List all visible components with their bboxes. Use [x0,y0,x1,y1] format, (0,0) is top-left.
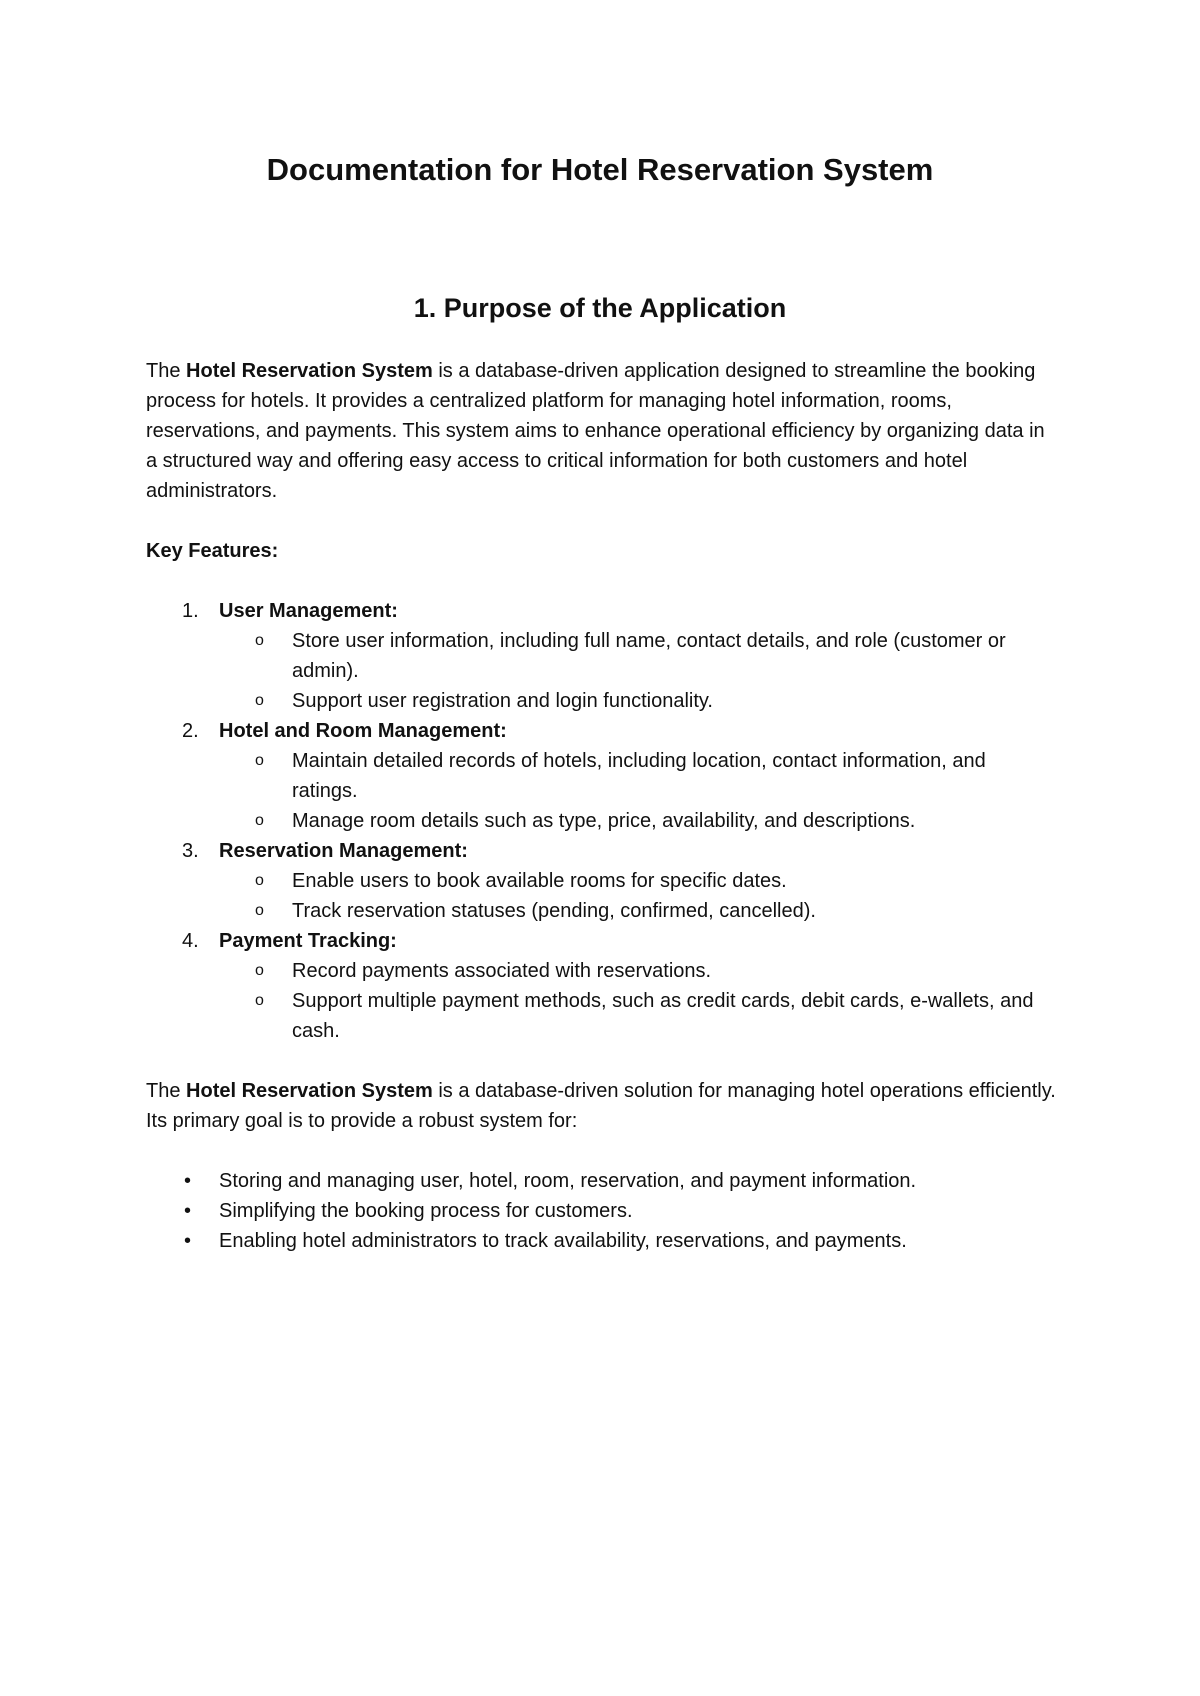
list-item-text: Maintain detailed records of hotels, including location, contact information, and ratings. [292,750,986,802]
list-item [146,1166,1056,1196]
intro-text: is a database-driven application designed to streamline the booking process for hotels. It provides a centralized platform for managing hotel information, rooms, reservations, and payments. This system aims to enhance operational efficiency by organizing data in a structured way and offering easy access to critical information for both customers and hotel administrators. [146,360,1045,502]
list-item [219,626,1056,686]
summary-system-name: Hotel Reservation System [186,1080,433,1102]
document-title: Documentation for Hotel Reservation System [266,152,934,187]
circle-bullet-icon: o [255,812,264,829]
bullet-icon: • [184,1230,192,1252]
list-item-text: Simplifying the booking process for customers. [219,1200,633,1222]
list-item [219,746,1056,806]
circle-bullet-icon: o [255,692,264,709]
list-item [146,1196,1056,1226]
intro-prefix: The [146,360,187,382]
list-item-text: Enable users to book available rooms for specific dates. [292,870,787,892]
list-item [219,896,1056,926]
feature-title: User Management: [219,600,398,622]
summary-prefix: The [146,1080,187,1102]
feature-user-management [146,596,1056,716]
circle-bullet-icon: o [255,872,264,889]
intro-paragraph [146,356,1056,506]
list-item-text: Record payments associated with reservations. [292,960,712,982]
list-item [219,866,1056,896]
summary-paragraph [146,1076,1056,1136]
list-item [146,1226,1056,1256]
feature-number: 1. [182,600,199,622]
key-features-heading: Key Features: [146,540,279,562]
bullet-icon: • [184,1170,192,1192]
bullet-icon: • [184,1200,192,1222]
section-content [146,356,1056,1256]
feature-number: 3. [182,840,199,862]
list-item [219,956,1056,986]
features-list [146,596,1056,1046]
list-item-text: Storing and managing user, hotel, room, reservation, and payment information. [219,1170,917,1192]
circle-bullet-icon: o [255,902,264,919]
list-item-text: Enabling hotel administrators to track availability, reservations, and payments. [219,1230,907,1252]
section-title: 1. Purpose of the Application [413,293,787,323]
feature-payment-tracking [146,926,1056,1046]
feature-title: Hotel and Room Management: [219,720,507,742]
feature-reservation-management [146,836,1056,926]
circle-bullet-icon: o [255,992,264,1009]
summary-text: is a database-driven solution for managing hotel operations efficiently. Its primary goal is to provide a robust system for: [146,1080,1056,1132]
feature-number: 4. [182,930,199,952]
circle-bullet-icon: o [255,632,264,649]
list-item [219,806,1056,836]
feature-subitems [219,866,1056,926]
feature-number: 2. [182,720,199,742]
list-item [219,986,1056,1046]
feature-subitems [219,956,1056,1046]
list-item-text: Manage room details such as type, price, availability, and descriptions. [292,810,916,832]
circle-bullet-icon: o [255,962,264,979]
feature-title: Payment Tracking: [219,930,397,952]
feature-title: Reservation Management: [219,840,468,862]
list-item-text: Track reservation statuses (pending, confirmed, cancelled). [292,900,816,922]
list-item [219,686,1056,716]
list-item-text: Support multiple payment methods, such as credit cards, debit cards, e-wallets, and cash. [292,990,1034,1042]
goals-list [146,1166,1056,1256]
list-item-text: Support user registration and login functionality. [292,690,713,712]
circle-bullet-icon: o [255,752,264,769]
intro-system-name: Hotel Reservation System [186,360,433,382]
feature-hotel-room-management [146,716,1056,836]
feature-subitems [219,746,1056,836]
feature-subitems [219,626,1056,716]
list-item-text: Store user information, including full name, contact details, and role (customer or admin). [292,630,1006,682]
